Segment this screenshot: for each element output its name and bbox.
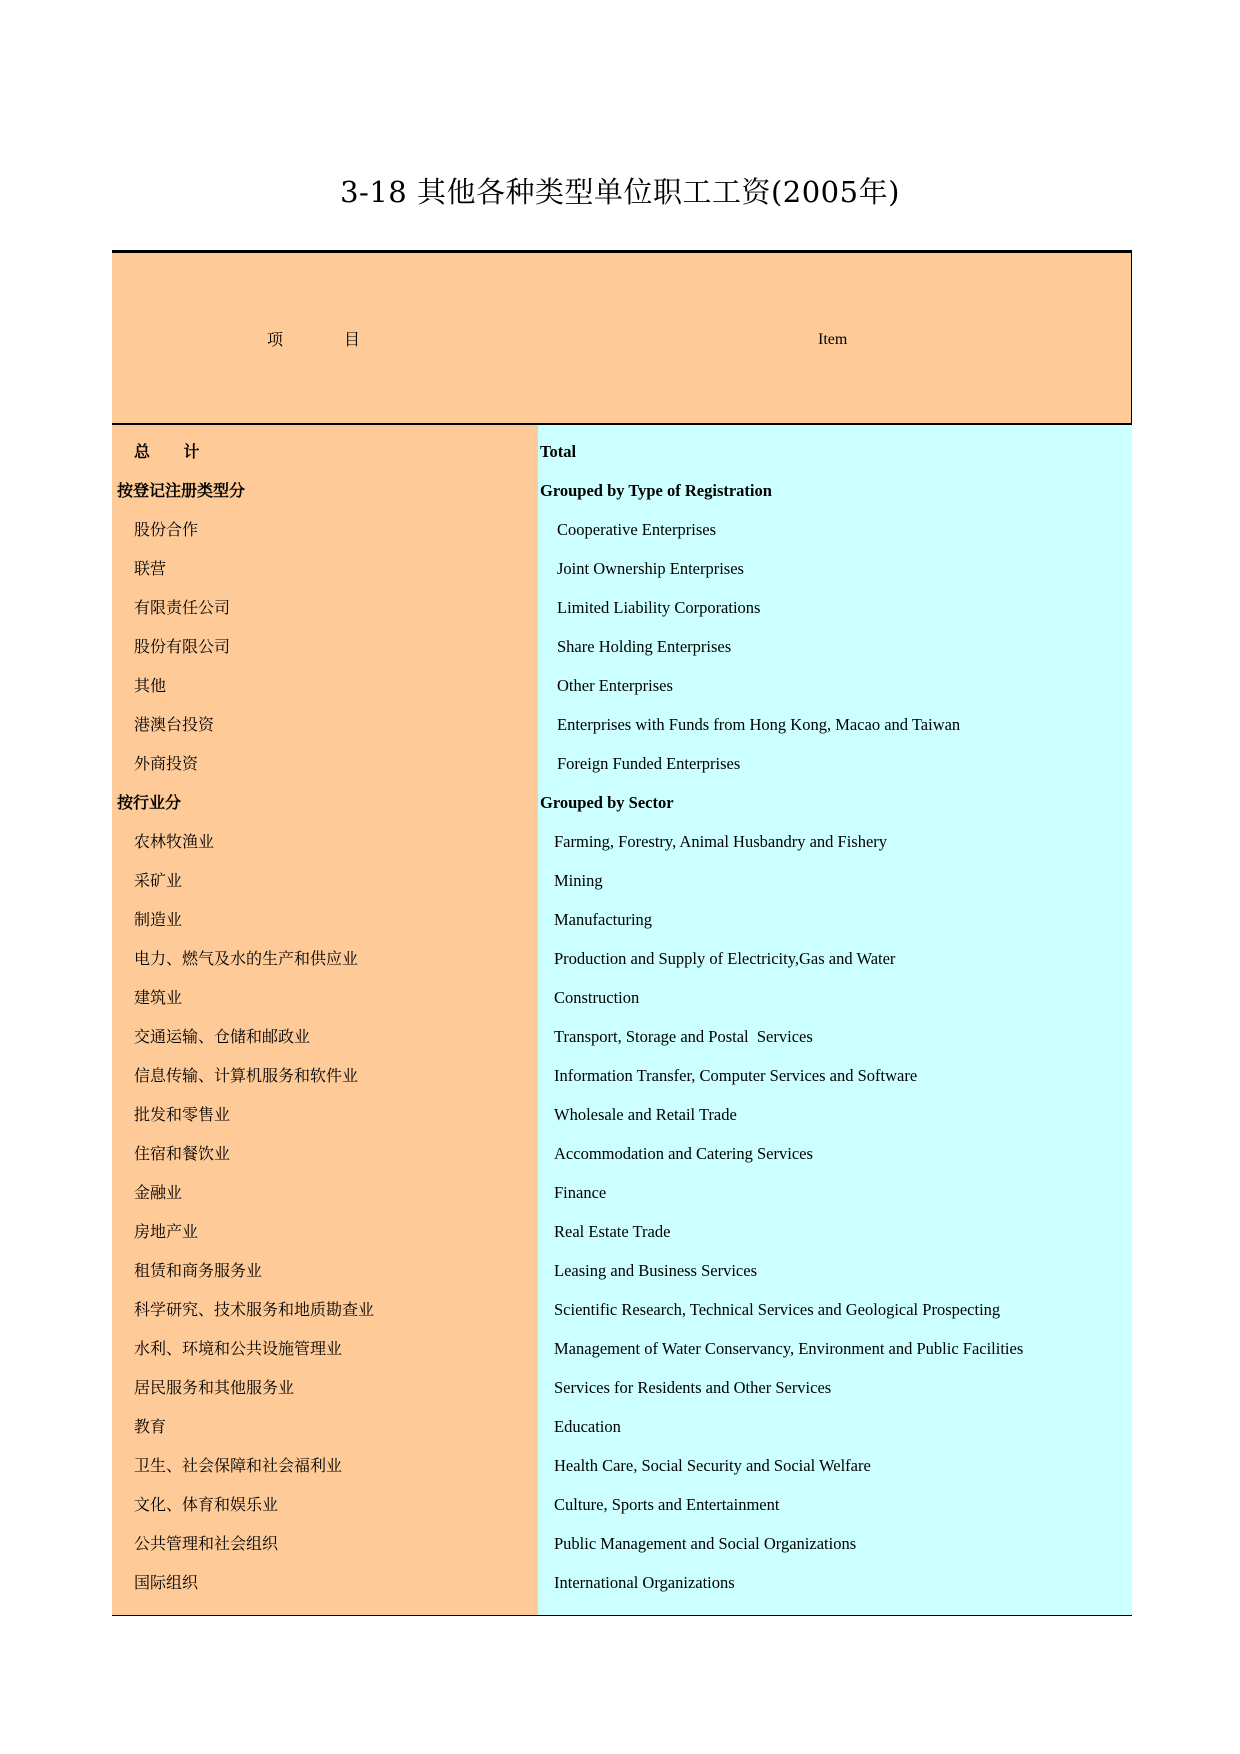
table-row-group-registration [112,477,1132,516]
row-label-cn: 按登记注册类型分 [117,481,246,500]
row-label-en: Foreign Funded Enterprises [557,754,741,773]
row-label-cn: 港澳台投资 [134,715,215,734]
table-row [112,945,1132,984]
row-label-cn: 教育 [134,1417,167,1436]
row-label-en: Grouped by Type of Registration [540,481,772,500]
table-row [112,1452,1132,1491]
row-label-cn: 按行业分 [117,793,182,812]
row-label-en: Public Management and Social Organizations [554,1534,857,1553]
table-row [112,711,1132,750]
row-label-en: Grouped by Sector [540,793,674,812]
row-label-cn: 股份有限公司 [134,637,231,656]
row-label-cn: 租赁和商务服务业 [134,1261,263,1280]
row-label-en: Real Estate Trade [554,1222,671,1241]
row-label-en: Total [540,442,577,461]
table-row [112,1218,1132,1257]
table-row [112,555,1132,594]
row-label-en: Share Holding Enterprises [557,637,732,656]
bottom-rule [112,1615,1132,1616]
row-label-cn: 外商投资 [134,754,199,773]
table-row [112,906,1132,945]
table-row [112,750,1132,789]
row-label-en: Enterprises with Funds from Hong Kong, Macao and Taiwan [557,715,961,734]
table-row [112,1335,1132,1374]
table-row [112,1491,1132,1530]
row-label-en: Limited Liability Corporations [557,598,761,617]
row-label-en: International Organizations [554,1573,735,1592]
table-body [112,438,1132,1608]
row-label-cn: 文化、体育和娱乐业 [134,1495,279,1514]
table-row [112,594,1132,633]
table-row [112,672,1132,711]
row-label-cn: 科学研究、技术服务和地质勘查业 [134,1300,375,1319]
row-label-cn: 国际组织 [134,1573,199,1592]
header-cn-label: 项 目 [267,330,361,349]
row-label-en: Other Enterprises [557,676,673,695]
row-label-en: Management of Water Conservancy, Environment and Public Facilities [554,1339,1024,1358]
row-label-en: Scientific Research, Technical Services and Geological Prospecting [554,1300,1001,1319]
table-row [112,984,1132,1023]
row-label-cn: 住宿和餐饮业 [134,1144,231,1163]
row-label-en: Production and Supply of Electricity,Gas and Water [554,949,896,968]
table-header [112,253,1132,425]
page-title: 3-18 其他各种类型单位职工工资(2005年) [340,175,900,209]
row-label-cn: 总 计 [134,442,200,461]
row-label-cn: 信息传输、计算机服务和软件业 [134,1066,359,1085]
table-row [112,633,1132,672]
table-row-group-sector [112,789,1132,828]
row-label-cn: 采矿业 [134,871,183,890]
row-label-en: Health Care, Social Security and Social Welfare [554,1456,871,1475]
row-label-cn: 制造业 [134,910,183,929]
row-label-cn: 金融业 [134,1183,183,1202]
row-label-cn: 卫生、社会保障和社会福利业 [134,1456,343,1475]
table-row [112,1179,1132,1218]
row-label-en: Joint Ownership Enterprises [557,559,744,578]
table-row [112,1296,1132,1335]
row-label-en: Mining [554,871,603,890]
data-table [112,250,1132,1616]
row-label-en: Cooperative Enterprises [557,520,716,539]
row-label-en: Information Transfer, Computer Services and Software [554,1066,918,1085]
row-label-cn: 水利、环境和公共设施管理业 [134,1339,343,1358]
table-row [112,516,1132,555]
row-label-en: Transport, Storage and Postal Services [554,1027,813,1046]
row-label-en: Culture, Sports and Entertainment [554,1495,780,1514]
table-row [112,1569,1132,1608]
row-label-cn: 农林牧渔业 [134,832,215,851]
row-label-cn: 房地产业 [134,1222,199,1241]
table-row [112,1062,1132,1101]
row-label-en: Leasing and Business Services [554,1261,758,1280]
table-row [112,1374,1132,1413]
table-row [112,1257,1132,1296]
row-label-en: Services for Residents and Other Services [554,1378,832,1397]
table-row [112,1101,1132,1140]
table-row [112,1140,1132,1179]
table-row-total [112,438,1132,477]
row-label-en: Finance [554,1183,607,1202]
table-row [112,1023,1132,1062]
row-label-en: Accommodation and Catering Services [554,1144,813,1163]
table-row [112,1413,1132,1452]
row-label-cn: 有限责任公司 [134,598,231,617]
row-label-en: Education [554,1417,621,1436]
row-label-cn: 联营 [134,559,167,578]
table-row [112,1530,1132,1569]
row-label-en: Wholesale and Retail Trade [554,1105,737,1124]
row-label-en: Manufacturing [554,910,653,929]
row-label-cn: 股份合作 [134,520,199,539]
row-label-cn: 电力、燃气及水的生产和供应业 [134,949,359,968]
row-label-cn: 交通运输、仓储和邮政业 [134,1027,311,1046]
row-label-en: Farming, Forestry, Animal Husbandry and Fishery [554,832,888,851]
row-label-cn: 建筑业 [134,988,183,1007]
table-row [112,867,1132,906]
row-label-cn: 公共管理和社会组织 [134,1534,279,1553]
table-row [112,828,1132,867]
row-label-cn: 其他 [134,676,167,695]
row-label-cn: 居民服务和其他服务业 [134,1378,295,1397]
row-label-cn: 批发和零售业 [134,1105,231,1124]
row-label-en: Construction [554,988,640,1007]
header-en-label: Item [818,331,848,348]
